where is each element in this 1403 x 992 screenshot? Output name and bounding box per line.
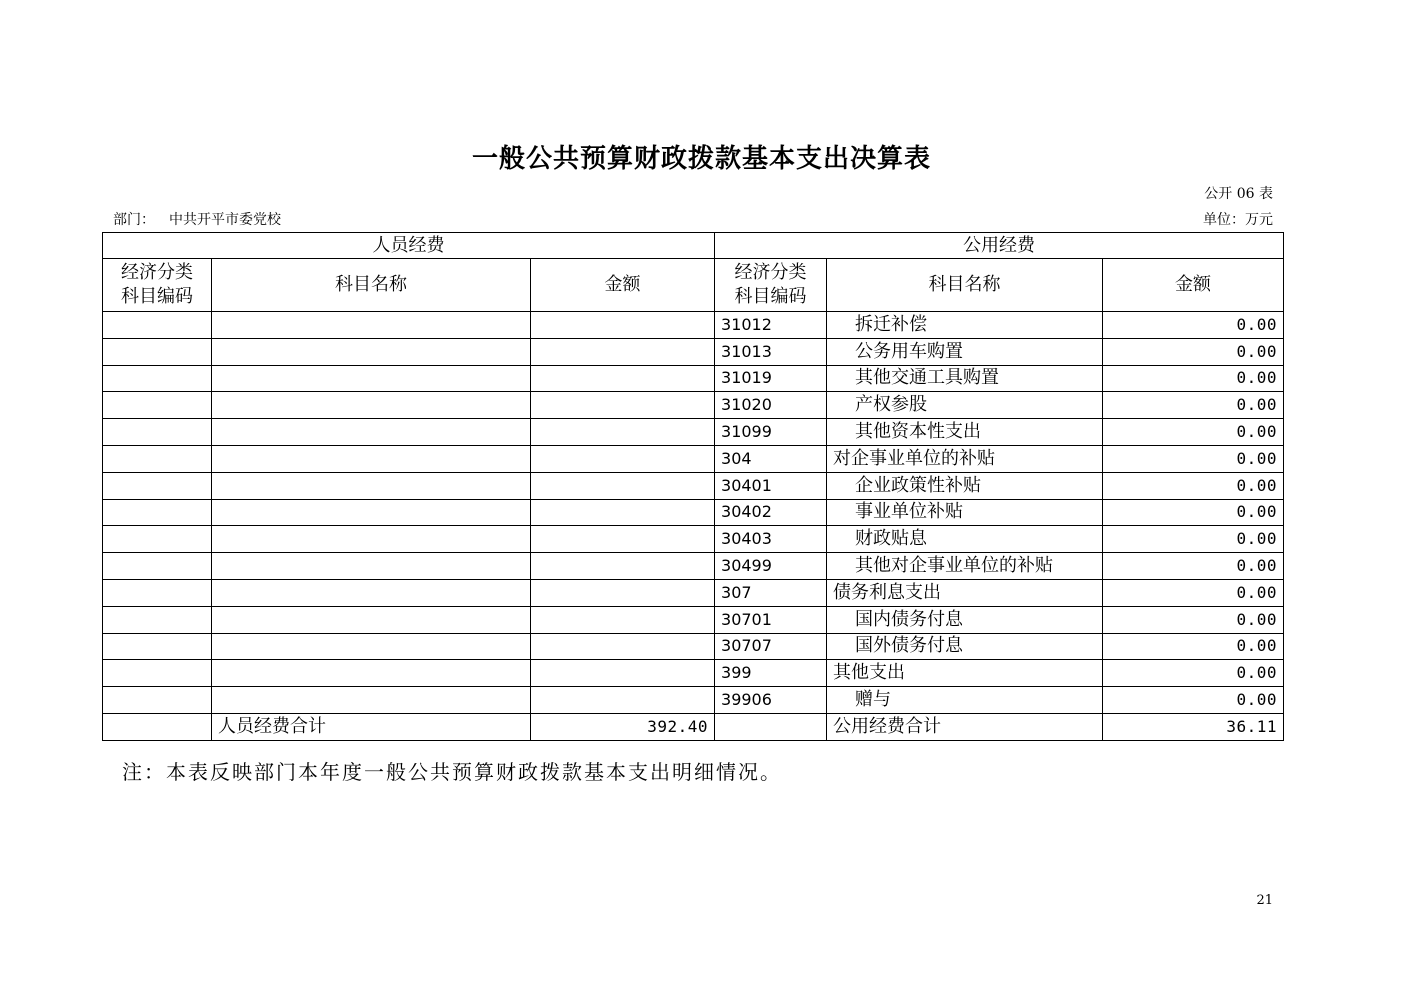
- personnel-amount-cell: [531, 445, 715, 472]
- personnel-total-code: [103, 713, 212, 740]
- personnel-code-cell: [103, 633, 212, 660]
- table-group-header: [103, 233, 1284, 259]
- public-code-cell: 30403: [715, 526, 827, 553]
- personnel-total-amount: 392.40: [531, 713, 715, 740]
- table-body: [103, 312, 1284, 714]
- public-name-header: 科目名称: [827, 259, 1103, 312]
- public-code-cell: 31099: [715, 419, 827, 446]
- personnel-amount-cell: [531, 338, 715, 365]
- table-row: [103, 633, 1284, 660]
- personnel-amount-cell: [531, 312, 715, 339]
- public-amount-cell: 0.00: [1103, 472, 1284, 499]
- code-header-line2: 科目编码: [734, 286, 807, 307]
- public-code-cell: 31019: [715, 365, 827, 392]
- personnel-name-cell: [212, 419, 531, 446]
- personnel-amount-header: 金额: [531, 259, 715, 312]
- form-number: 公开 06 表: [1204, 186, 1273, 202]
- personnel-amount-cell: [531, 660, 715, 687]
- public-total-amount: 36.11: [1103, 713, 1284, 740]
- totals-row: [103, 713, 1284, 740]
- code-header-line2: 科目编码: [121, 286, 193, 307]
- public-total-code: [715, 713, 827, 740]
- personnel-name-cell: [212, 445, 531, 472]
- public-amount-cell: 0.00: [1103, 365, 1284, 392]
- table-row: [103, 392, 1284, 419]
- personnel-name-header: 科目名称: [212, 259, 531, 312]
- public-amount-cell: 0.00: [1103, 526, 1284, 553]
- public-name-cell: 其他对企事业单位的补贴: [827, 553, 1103, 580]
- public-code-cell: 307: [715, 579, 827, 606]
- public-amount-cell: 0.00: [1103, 338, 1284, 365]
- public-name-cell: 财政贴息: [827, 526, 1103, 553]
- public-code-cell: 30701: [715, 606, 827, 633]
- personnel-name-cell: [212, 338, 531, 365]
- personnel-group-header: 人员经费: [103, 233, 715, 259]
- personnel-name-cell: [212, 553, 531, 580]
- table-row: [103, 338, 1284, 365]
- public-amount-cell: 0.00: [1103, 633, 1284, 660]
- public-code-cell: 30402: [715, 499, 827, 526]
- department-line: [113, 209, 281, 229]
- personnel-name-cell: [212, 606, 531, 633]
- personnel-code-cell: [103, 553, 212, 580]
- public-group-header: 公用经费: [715, 233, 1284, 259]
- public-name-cell: 产权参股: [827, 392, 1103, 419]
- public-code-cell: 31013: [715, 338, 827, 365]
- public-name-cell: 对企事业单位的补贴: [827, 445, 1103, 472]
- personnel-amount-cell: [531, 365, 715, 392]
- public-code-cell: 304: [715, 445, 827, 472]
- public-amount-cell: 0.00: [1103, 499, 1284, 526]
- public-amount-cell: 0.00: [1103, 687, 1284, 714]
- public-code-header: [715, 259, 827, 312]
- personnel-name-cell: [212, 579, 531, 606]
- page-title: 一般公共预算财政拨款基本支出决算表: [471, 144, 931, 174]
- personnel-code-cell: [103, 365, 212, 392]
- public-name-cell: 其他资本性支出: [827, 419, 1103, 446]
- table-row: [103, 472, 1284, 499]
- personnel-amount-cell: [531, 526, 715, 553]
- personnel-code-cell: [103, 392, 212, 419]
- personnel-amount-cell: [531, 606, 715, 633]
- personnel-code-cell: [103, 338, 212, 365]
- public-code-cell: 31020: [715, 392, 827, 419]
- personnel-code-cell: [103, 579, 212, 606]
- table-row: [103, 687, 1284, 714]
- personnel-amount-cell: [531, 499, 715, 526]
- table-row: [103, 660, 1284, 687]
- personnel-code-cell: [103, 499, 212, 526]
- personnel-code-cell: [103, 472, 212, 499]
- public-name-cell: 赠与: [827, 687, 1103, 714]
- public-amount-cell: 0.00: [1103, 553, 1284, 580]
- personnel-amount-cell: [531, 579, 715, 606]
- public-name-cell: 国外债务付息: [827, 633, 1103, 660]
- table-row: [103, 499, 1284, 526]
- public-amount-cell: 0.00: [1103, 579, 1284, 606]
- public-name-cell: 其他交通工具购置: [827, 365, 1103, 392]
- public-amount-cell: 0.00: [1103, 419, 1284, 446]
- personnel-code-cell: [103, 687, 212, 714]
- public-name-cell: 其他支出: [827, 660, 1103, 687]
- personnel-amount-cell: [531, 419, 715, 446]
- personnel-name-cell: [212, 633, 531, 660]
- public-amount-cell: 0.00: [1103, 392, 1284, 419]
- public-amount-header: 金额: [1103, 259, 1284, 312]
- public-name-cell: 拆迁补偿: [827, 312, 1103, 339]
- personnel-name-cell: [212, 365, 531, 392]
- personnel-name-cell: [212, 660, 531, 687]
- public-name-cell: 事业单位补贴: [827, 499, 1103, 526]
- personnel-name-cell: [212, 392, 531, 419]
- personnel-total-label: 人员经费合计: [212, 713, 531, 740]
- personnel-code-cell: [103, 526, 212, 553]
- personnel-amount-cell: [531, 392, 715, 419]
- personnel-amount-cell: [531, 687, 715, 714]
- unit-label: 单位：万元: [1203, 212, 1273, 228]
- personnel-name-cell: [212, 687, 531, 714]
- public-code-cell: 31012: [715, 312, 827, 339]
- personnel-name-cell: [212, 312, 531, 339]
- department-label: 部门：: [113, 212, 155, 228]
- personnel-name-cell: [212, 472, 531, 499]
- table-row: [103, 445, 1284, 472]
- personnel-code-cell: [103, 606, 212, 633]
- personnel-amount-cell: [531, 553, 715, 580]
- public-total-label: 公用经费合计: [827, 713, 1103, 740]
- expenditure-table: [102, 232, 1284, 741]
- personnel-code-cell: [103, 312, 212, 339]
- personnel-code-cell: [103, 660, 212, 687]
- personnel-amount-cell: [531, 472, 715, 499]
- public-code-cell: 30499: [715, 553, 827, 580]
- page-number: 21: [1256, 893, 1273, 908]
- personnel-name-cell: [212, 499, 531, 526]
- public-code-cell: 30401: [715, 472, 827, 499]
- public-name-cell: 债务利息支出: [827, 579, 1103, 606]
- table-note: 注：本表反映部门本年度一般公共预算财政拨款基本支出明细情况。: [122, 760, 782, 784]
- code-header-line1: 经济分类: [121, 262, 193, 283]
- table-row: [103, 606, 1284, 633]
- public-amount-cell: 0.00: [1103, 445, 1284, 472]
- personnel-code-cell: [103, 419, 212, 446]
- public-code-cell: 39906: [715, 687, 827, 714]
- table-row: [103, 312, 1284, 339]
- public-name-cell: 公务用车购置: [827, 338, 1103, 365]
- public-amount-cell: 0.00: [1103, 606, 1284, 633]
- personnel-code-cell: [103, 445, 212, 472]
- public-code-cell: 399: [715, 660, 827, 687]
- table-row: [103, 553, 1284, 580]
- public-name-cell: 国内债务付息: [827, 606, 1103, 633]
- public-code-cell: 30707: [715, 633, 827, 660]
- table-row: [103, 526, 1284, 553]
- personnel-code-header: [103, 259, 212, 312]
- department-name: 中共开平市委党校: [169, 212, 281, 228]
- public-amount-cell: 0.00: [1103, 660, 1284, 687]
- table-row: [103, 365, 1284, 392]
- personnel-amount-cell: [531, 633, 715, 660]
- table-column-header: [103, 259, 1284, 312]
- personnel-name-cell: [212, 526, 531, 553]
- code-header-line1: 经济分类: [734, 262, 807, 283]
- public-name-cell: 企业政策性补贴: [827, 472, 1103, 499]
- public-amount-cell: 0.00: [1103, 312, 1284, 339]
- table-row: [103, 419, 1284, 446]
- table-row: [103, 579, 1284, 606]
